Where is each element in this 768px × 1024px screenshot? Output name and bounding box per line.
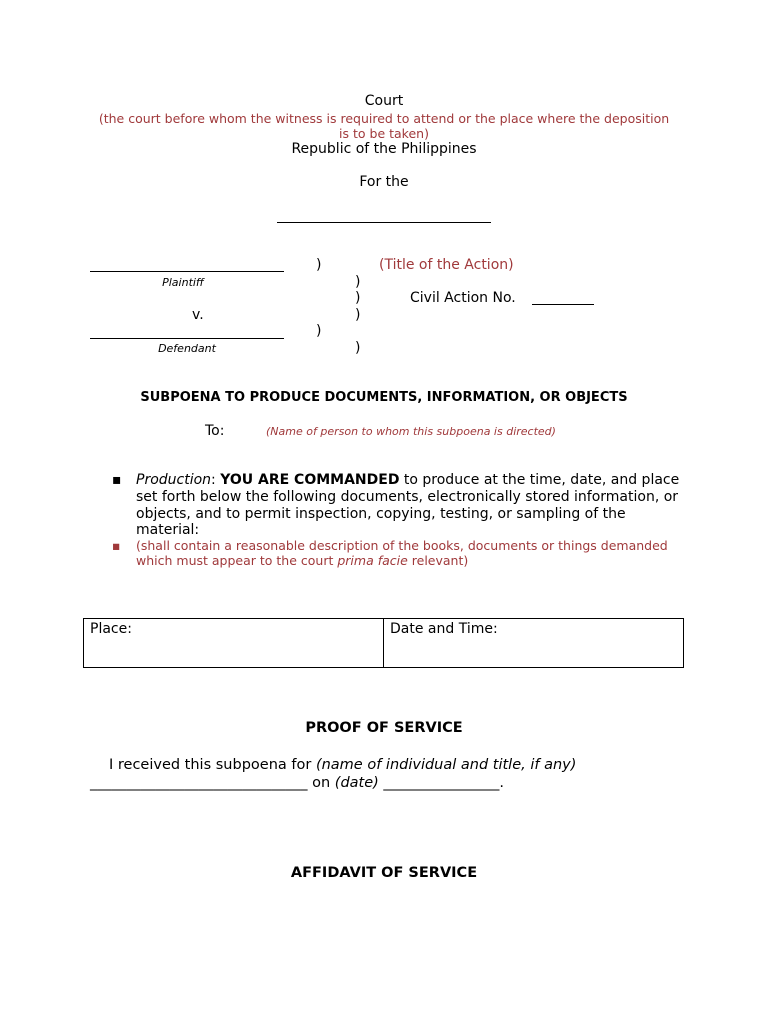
to-label: To: [205, 423, 225, 439]
caption-paren: ) [355, 274, 361, 290]
caption-paren: ) [355, 307, 361, 323]
court-note-line2: is to be taken) [339, 126, 429, 141]
court-name-blank [277, 222, 491, 223]
court-note-line1: (the court before whom the witness is required to attend or the place where the deposition [98, 111, 670, 126]
affidavit-heading: AFFIDAVIT OF SERVICE [290, 865, 478, 881]
production-line1-rest: to produce at the time, date, and place [399, 472, 680, 488]
description-note-line1: (shall contain a reasonable description of the books, documents or things demanded [136, 538, 668, 553]
court-note [0, 111, 768, 141]
caption-paren: ) [316, 257, 322, 273]
caption-paren: ) [316, 323, 322, 339]
production-line4: material: [136, 522, 200, 539]
recipient-note: (Name of person to whom this subpoena is directed) [266, 425, 556, 438]
proof-of-service-heading: PROOF OF SERVICE [305, 720, 463, 736]
court-heading: Court [364, 93, 404, 109]
proof-line1 [109, 757, 576, 773]
commanded-text: YOU ARE COMMANDED [220, 472, 400, 488]
proof-name-placeholder: (name of individual and title, if any) [315, 757, 577, 773]
production-word: Production [136, 472, 212, 488]
production-paragraph [136, 472, 679, 539]
table-row [84, 619, 684, 668]
date-time-cell: Date and Time: [384, 619, 684, 668]
subpoena-heading: SUBPOENA TO PRODUCE DOCUMENTS, INFORMATION, OR OBJECTS [140, 390, 628, 405]
plaintiff-label: Plaintiff [162, 276, 204, 289]
note-text: relevant) [407, 553, 469, 568]
proof-on-text: on [307, 775, 335, 791]
note-text: which must appear to the court [136, 553, 338, 568]
date-blank: ________________. [378, 775, 505, 791]
caption-paren: ) [355, 340, 361, 356]
production-line1 [136, 472, 679, 489]
description-note-line2 [136, 553, 668, 568]
prima-facie-text: prima facie [337, 553, 408, 568]
place-date-table [83, 618, 684, 668]
defendant-label: Defendant [158, 342, 216, 355]
for-the-line: For the [359, 174, 409, 190]
title-of-action: (Title of the Action) [379, 257, 514, 273]
republic-line: Republic of the Philippines [291, 141, 477, 157]
proof-text: I received this subpoena for [109, 757, 316, 773]
proof-line2 [90, 775, 504, 791]
bullet-icon: ▪ [112, 538, 121, 553]
versus-label: v. [192, 307, 204, 323]
plaintiff-blank [90, 271, 284, 272]
civil-action-number-blank [532, 304, 594, 305]
date-placeholder: (date) [334, 775, 379, 791]
production-colon: : [211, 472, 221, 488]
caption-paren: ) [355, 290, 361, 306]
civil-action-label: Civil Action No. [410, 290, 516, 306]
production-line2: set forth below the following documents, electronically stored information, or [136, 488, 679, 505]
place-cell: Place: [84, 619, 384, 668]
name-blank: ______________________________ [90, 775, 308, 791]
production-line3: objects, and to permit inspection, copying, testing, or sampling of the [136, 505, 626, 522]
bullet-icon: ▪ [112, 472, 122, 488]
description-note [136, 538, 668, 568]
defendant-blank [90, 338, 284, 339]
